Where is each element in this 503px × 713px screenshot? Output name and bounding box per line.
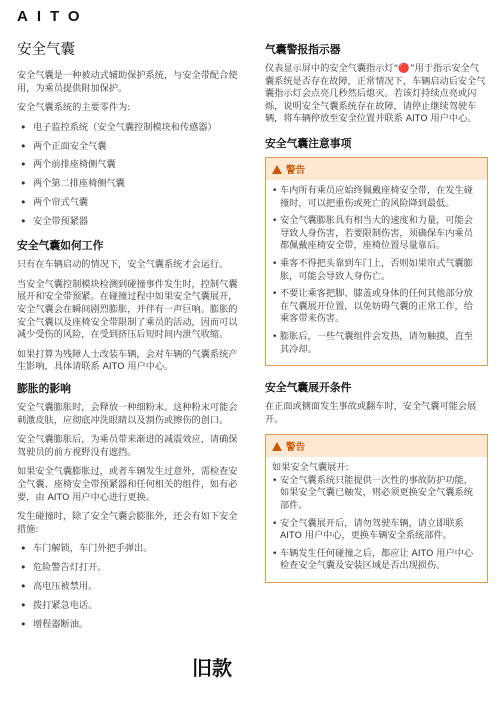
warning-list [272, 185, 481, 356]
list-item: • 不要让乘客把脚、膝盖或身体的任何其他部分放在气囊展开位置，以免妨碍气囊的正常工作，给乘客带来伤害。 [272, 288, 481, 326]
section-heading-how: 安全气囊如何工作 [17, 239, 104, 253]
brand-logo: AITO [17, 8, 89, 25]
list-item: • 两个前排座椅侧气囊 [17, 159, 240, 172]
left-column [17, 30, 240, 641]
list-item: • 车辆发生任何碰撞之后，都应让 AITO 用户中心检查安全气囊及安装区域是否出现损伤。 [272, 548, 481, 573]
section-heading-indicator: 气囊警报指示器 [265, 43, 341, 56]
list-item: • 高电压被禁用。 [17, 581, 240, 594]
effect-paragraph-3: 如果安全气囊膨胀过，或者车辆发生过意外，需检查安全气囊、座椅安全带预紧器和任何相关的组件，如有必要，由 AITO 用户中心进行更换。 [17, 466, 238, 503]
warning-box-precautions [265, 157, 488, 366]
list-item: • 车内所有乘员应始终佩戴座椅安全带，在发生碰撞时，可以把重伤或死亡的风险降到最低。 [272, 185, 481, 210]
list-item: • 电子监控系统（安全气囊控制模块和传感器） [17, 122, 240, 135]
list-item: • 增程器断油。 [17, 619, 240, 632]
warning-header [266, 158, 487, 180]
deploy-paragraph: 在正面或侧面发生事故或翻车时，安全气囊可能会展开。 [265, 401, 477, 425]
warning-box-deployed [265, 434, 488, 583]
warning-triangle-icon [272, 165, 282, 174]
warning-label: 警告 [286, 442, 306, 454]
measures-list [17, 543, 240, 631]
how-paragraph-1: 只有在车辆启动的情况下，安全气囊系统才会运行。 [17, 259, 229, 271]
list-item: • 两个第二排座椅侧气囊 [17, 178, 240, 191]
list-item: • 膨胀后，一些气囊组件会发热，请勿触摸，直至其冷却。 [272, 331, 481, 356]
list-item: • 危险警告灯打开。 [17, 562, 240, 575]
list-item: • 安全气囊膨胀具有相当大的速度和力量，可能会导致人身伤害，若要限制伤害，须确保车内乘员都佩戴座椅安全带，座椅位置尽量靠后。 [272, 215, 481, 253]
list-item: • 乘客不得把头靠到车门上，否则如果帘式气囊膨胀，可能会导致人身伤亡。 [272, 258, 481, 283]
effect-paragraph-2: 安全气囊膨胀后，为乘员带来渐进的减震效应，请确保驾驶员的前方视野没有遮挡。 [17, 434, 238, 458]
indicator-paragraph: 仪表显示屏中的安全气囊指示灯“🔴”用于指示安全气囊系统是否存在故障，正常情况下，车辆启动后安全气囊指示灯会点亮几秒然后熄灭。若该灯持续点亮或闪烁，说明安全气囊系统存在故障，请停止继续驾驶车辆，将车辆停放至安全位置并联系 AITO 用户中心。 [265, 63, 486, 125]
right-column [265, 30, 488, 597]
how-paragraph-3: 如果打算为残障人士改装车辆，会对车辆的气囊系统产生影响，具体请联系 AITO 用户中心。 [17, 348, 238, 373]
section-heading-deploy: 安全气囊展开条件 [265, 381, 352, 395]
list-item: • 两个正面安全气囊 [17, 141, 240, 154]
warning-intro: 如果安全气囊展开: [272, 462, 349, 474]
effect-paragraph-4: 发生碰撞时，除了安全气囊会膨胀外，还会有如下安全措施: [17, 511, 238, 535]
page-title: 安全气囊 [17, 42, 75, 58]
section-heading-effect: 膨胀的影响 [17, 382, 71, 396]
list-item: • 拨打紧急电话。 [17, 600, 240, 613]
section-heading-notes: 安全气囊注意事项 [265, 136, 352, 150]
list-item: • 安全气囊系统只能提供一次性的事故防护功能，如果安全气囊已触发，则必须更换安全气囊系统部件。 [272, 475, 481, 513]
list-item: • 两个帘式气囊 [17, 197, 240, 210]
how-paragraph-2: 当安全气囊控制模块检测到碰撞事件发生时，控制气囊展开和安全带预紧。在碰撞过程中如果安全气囊展开，安全气囊会在瞬间剧烈膨胀，并伴有一声巨响。膨胀的安全气囊以及座椅安全带限制了乘员的活动，因而可以减少受伤的风险，在受到挤压后短时间内泄气收缩。 [17, 278, 238, 341]
list-item: • 车门解锁，车门外把手弹出。 [17, 543, 240, 556]
list-item: • 安全带预紧器 [17, 216, 240, 229]
parts-list [17, 122, 240, 229]
list-item: • 安全气囊展开后，请勿驾驶车辆，请立即联系 AITO 用户中心，更换车辆安全系统部件。 [272, 518, 481, 543]
intro-paragraph-2: 安全气囊系统的主要零件为: [17, 102, 131, 114]
warning-triangle-icon [272, 442, 282, 451]
effect-paragraph-1: 安全气囊膨胀时，会释放一种细粉末。这种粉末可能会刺激皮肤，应彻底冲洗眼睛以及割伤或擦伤的创口。 [17, 402, 238, 426]
old-version-stamp: 旧款 [192, 656, 232, 680]
warning-label: 警告 [286, 164, 306, 176]
warning-header [266, 435, 487, 457]
warning-list [272, 475, 481, 573]
intro-paragraph-1: 安全气囊是一种被动式辅助保护系统，与安全带配合使用，为乘员提供附加保护。 [17, 70, 238, 94]
